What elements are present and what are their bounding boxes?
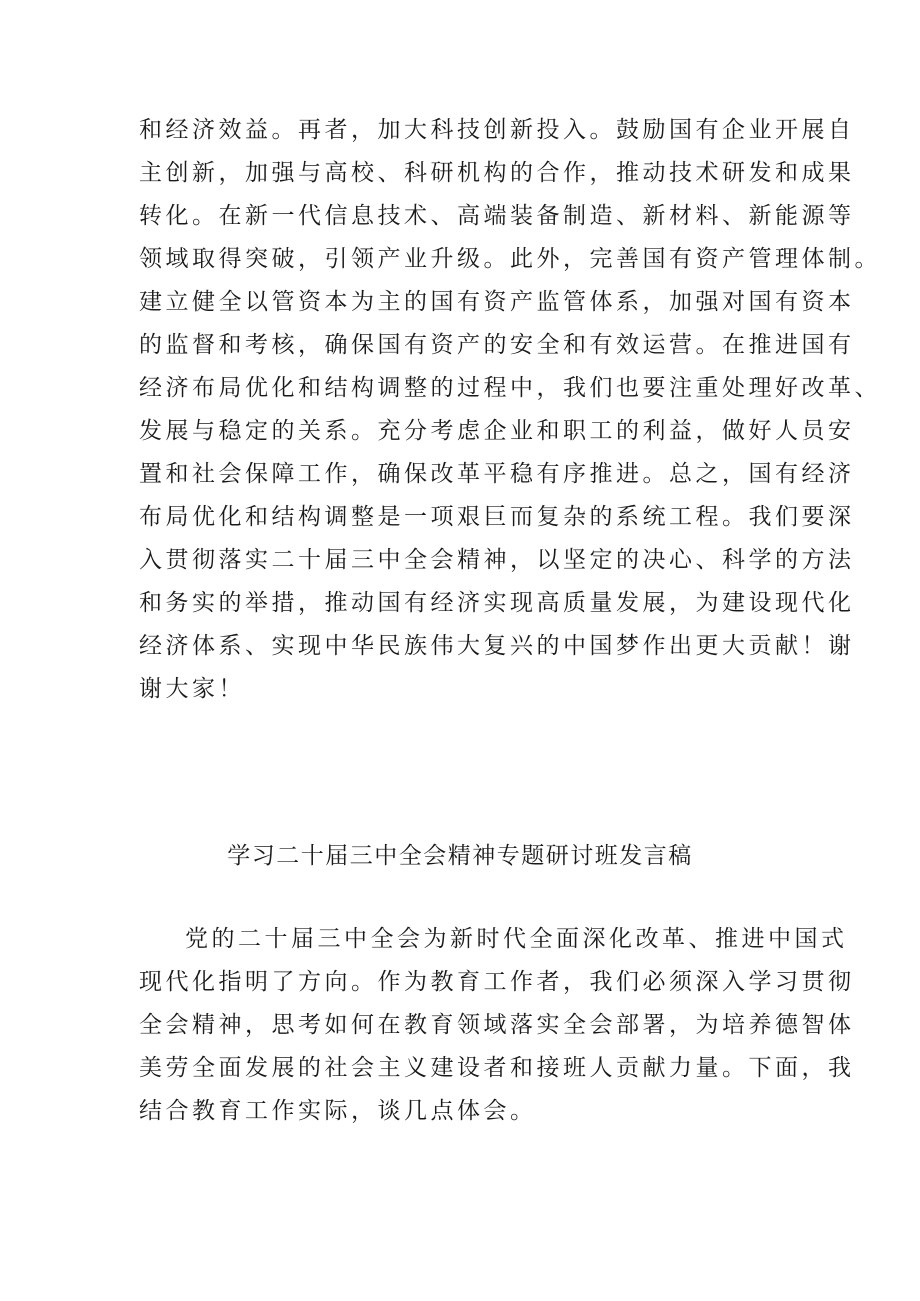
text-line: 领域取得突破，引领产业升级。此外，完善国有资产管理体制。: [139, 246, 881, 272]
text-line: 现代化指明了方向。作为教育工作者，我们必须深入学习贯彻: [139, 969, 855, 995]
text-line: 转化。在新一代信息技术、高端装备制造、新材料、新能源等: [139, 203, 855, 229]
text-line: 美劳全面发展的社会主义建设者和接班人贡献力量。下面，我: [139, 1055, 855, 1081]
text-line: 谢大家！: [139, 676, 245, 702]
text-line: 的监督和考核，确保国有资产的安全和有效运营。在推进国有: [139, 332, 855, 358]
text-line: 结合教育工作实际，谈几点体会。: [139, 1098, 537, 1124]
text-line: 建立健全以管资本为主的国有资产监管体系，加强对国有资本: [139, 289, 855, 315]
text-line: 入贯彻落实二十届三中全会精神，以坚定的决心、科学的方法: [139, 547, 855, 573]
text-line: 发展与稳定的关系。充分考虑企业和职工的利益，做好人员安: [139, 418, 855, 444]
text-line: 和务实的举措，推动国有经济实现高质量发展，为建设现代化: [139, 590, 855, 616]
section-title: 学习二十届三中全会精神专题研讨班发言稿: [227, 843, 693, 869]
paragraph-intro: [139, 918, 855, 1133]
text-line: 布局优化和结构调整是一项艰巨而复杂的系统工程。我们要深: [139, 504, 855, 530]
text-line: 全会精神，思考如何在教育领域落实全会部署，为培养德智体: [139, 1012, 855, 1038]
text-line: 党的二十届三中全会为新时代全面深化改革、推进中国式: [185, 926, 848, 952]
text-line: 主创新，加强与高校、科研机构的合作，推动技术研发和成果: [139, 160, 855, 186]
paragraph-continuation: [139, 109, 881, 711]
text-line: 经济布局优化和结构调整的过程中，我们也要注重处理好改革、: [139, 375, 881, 401]
text-line: 置和社会保障工作，确保改革平稳有序推进。总之，国有经济: [139, 461, 855, 487]
text-line: 经济体系、实现中华民族伟大复兴的中国梦作出更大贡献！谢: [139, 633, 855, 659]
text-line: 和经济效益。再者，加大科技创新投入。鼓励国有企业开展自: [139, 117, 855, 143]
